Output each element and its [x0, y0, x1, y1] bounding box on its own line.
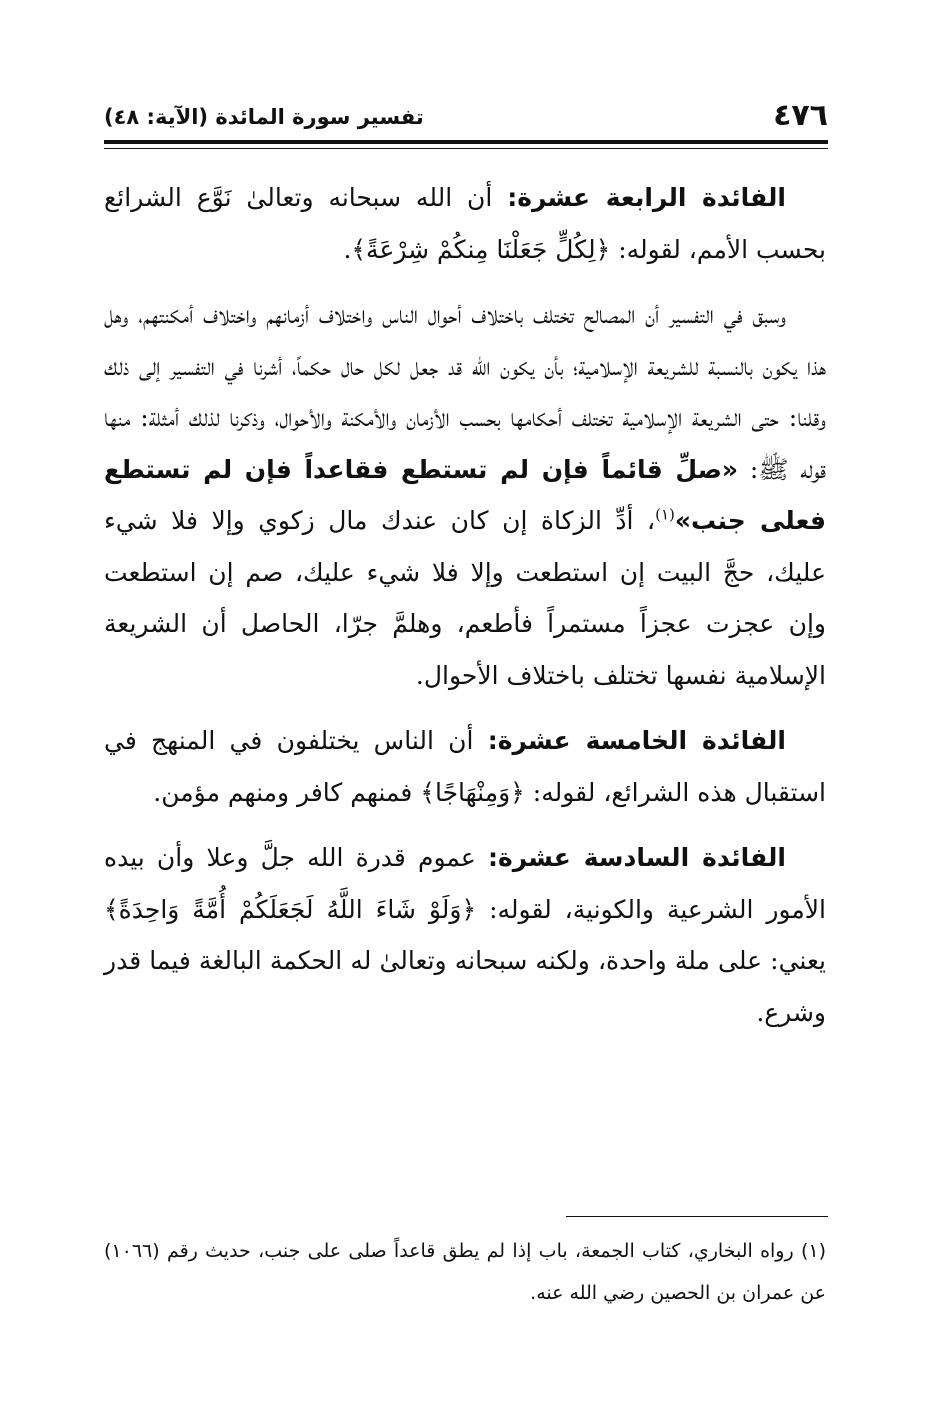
footnote-reference: (١)	[655, 505, 675, 524]
paragraph-benefit-15	[104, 715, 826, 818]
footnote-separator	[566, 1216, 828, 1217]
paragraph-text: وسبق في التفسير أن المصالح تختلف باختلاف أحوال الناس واختلاف أزمانهم واختلاف أمكنتهم، وهل هذا يكون بالنسبة للشريعة الإسلامية؛ بأن يكون الله قد جعل لكل حال حكماً، أشرنا في التفسير إلى ذلك وقلنا: حتى الشريعة الإسلامية تختلف أحكامها بحسب الأزمان والأمكنة والأحوال، وذكرنا لذلك أمثلة: منها قوله ﷺ:	[104, 300, 826, 484]
paragraph-text: .	[343, 234, 352, 264]
paragraph-text: فمنهم كافر ومنهم مؤمن.	[153, 777, 421, 807]
page-number: ٤٧٦	[773, 98, 828, 133]
header-rule-thick	[104, 140, 828, 144]
paragraph-text: أن الله سبحانه وتعالىٰ نَوَّع الشرائع بحسب الأمم، لقوله:	[104, 183, 826, 264]
paragraph-lead: الفائدة السادسة عشرة:	[488, 843, 787, 872]
paragraph-text: يعني: على ملة واحدة، ولكنه سبحانه وتعالىٰ له الحكمة البالغة فيما قدر وشرع.	[104, 946, 826, 1027]
paragraph-text: عموم قدرة الله جلَّ وعلا وأن بيده الأمور الشرعية والكونية، لقوله:	[104, 843, 826, 924]
running-title: تفسير سورة المائدة (الآية: ٤٨)	[104, 105, 424, 129]
quran-quote: ﴿وَلَوْ شَاءَ اللَّهُ لَجَعَلَكُمْ أُمَّةً وَاحِدَةً﴾	[104, 894, 477, 924]
paragraph-benefit-16	[104, 832, 826, 1038]
main-text	[104, 172, 826, 1052]
paragraph-benefit-14	[104, 172, 826, 275]
hadith-quote: «صلِّ قائماً فإن لم تستطع فقاعداً فإن لم تستطع فعلى جنب»	[104, 454, 826, 535]
quran-quote: ﴿لِكُلٍّ جَعَلْنَا مِنكُمْ شِرْعَةً﴾	[351, 234, 611, 264]
quran-quote: ﴿وَمِنْهَاجًا﴾	[420, 777, 525, 807]
paragraph-lead: الفائدة الرابعة عشرة:	[507, 183, 786, 212]
footnotes	[104, 1230, 826, 1314]
paragraph-text: أن الناس يختلفون في المنهج في استقبال هذه الشرائع، لقوله:	[104, 726, 826, 807]
paragraph-lead: الفائدة الخامسة عشرة:	[487, 726, 786, 755]
paragraph-text: ، أدِّ الزكاة إن كان عندك مال زكوي وإلا فلا شيء عليك، حجَّ البيت إن استطعت وإلا فلا شيء عليك، صم إن استطعت وإن عجزت عجزاً مستمراً فأطعم، وهلمَّ جرّا، الحاصل أن الشريعة الإسلامية نفسها تختلف باختلاف الأحوال.	[104, 506, 826, 690]
footnote-1: (١) رواه البخاري، كتاب الجمعة، باب إذا لم يطق قاعداً صلى على جنب، حديث رقم (١٠٦٦) عن عمران بن الحصين رضي الله عنه.	[104, 1240, 826, 1304]
header-rule-thin	[104, 148, 828, 149]
paragraph-explanation	[104, 289, 826, 701]
page-header	[104, 96, 828, 140]
